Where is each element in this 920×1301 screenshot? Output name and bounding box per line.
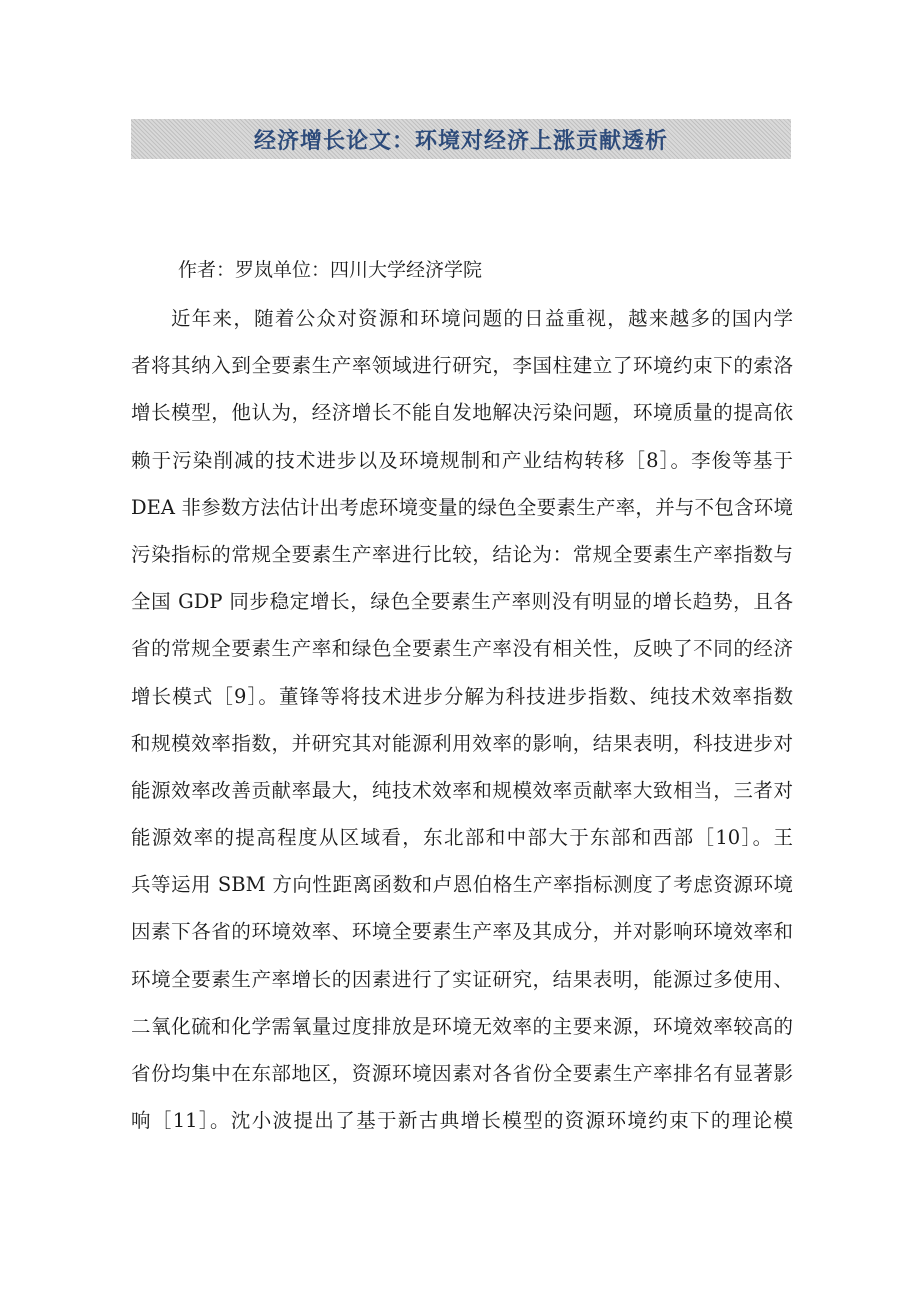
body-line: 环境全要素生产率增长的因素进行了实证研究，结果表明，能源过多使用、 (131, 967, 793, 991)
body-line: 省的常规全要素生产率和绿色全要素生产率没有相关性，反映了不同的经济 (131, 637, 793, 661)
body-line: 近年来，随着公众对资源和环境问题的日益重视，越来越多的国内学 (171, 307, 793, 330)
body-line: 二氧化硫和化学需氧量过度排放是环境无效率的主要来源，环境效率较高的 (131, 1014, 793, 1038)
body-line: 增长模式［9］。董锋等将技术进步分解为科技进步指数、纯技术效率指数 (131, 684, 793, 708)
body-line: 兵等运用 SBM 方向性距离函数和卢恩伯格生产率指标测度了考虑资源环境 (131, 873, 793, 897)
body-paragraph (131, 295, 793, 1144)
body-line: 响［11］。沈小波提出了基于新古典增长模型的资源环境约束下的理论模 (131, 1109, 793, 1133)
document-title: 经济增长论文：环境对经济上涨贡献透析 (253, 128, 668, 154)
body-line: 增长模型，他认为，经济增长不能自发地解决污染问题，环境质量的提高依 (131, 401, 793, 425)
body-line: 污染指标的常规全要素生产率进行比较，结论为：常规全要素生产率指数与 (131, 542, 793, 566)
body-line: 省份均集中在东部地区，资源环境因素对各省份全要素生产率排名有显著影 (131, 1062, 793, 1085)
body-line: 能源效率改善贡献率最大，纯技术效率和规模效率贡献率大致相当，三者对 (131, 778, 793, 802)
body-line: DEA 非参数方法估计出考虑环境变量的绿色全要素生产率，并与不包含环境 (131, 495, 793, 519)
body-line: 因素下各省的环境效率、环境全要素生产率及其成分，并对影响环境效率和 (131, 920, 793, 944)
body-line: 全国 GDP 同步稳定增长，绿色全要素生产率则没有明显的增长趋势，且各 (131, 590, 793, 614)
title-banner (131, 119, 791, 159)
body-line: 者将其纳入到全要素生产率领域进行研究，李国柱建立了环境约束下的索洛 (131, 354, 793, 378)
body-line: 能源效率的提高程度从区域看，东北部和中部大于东部和西部［10］。王 (131, 826, 793, 850)
author-affiliation: 作者：罗岚单位：四川大学经济学院 (178, 259, 483, 281)
body-line: 赖于污染削减的技术进步以及环境规制和产业结构转移［8］。李俊等基于 (131, 448, 793, 472)
body-line: 和规模效率指数，并研究其对能源利用效率的影响，结果表明，科技进步对 (131, 731, 793, 755)
